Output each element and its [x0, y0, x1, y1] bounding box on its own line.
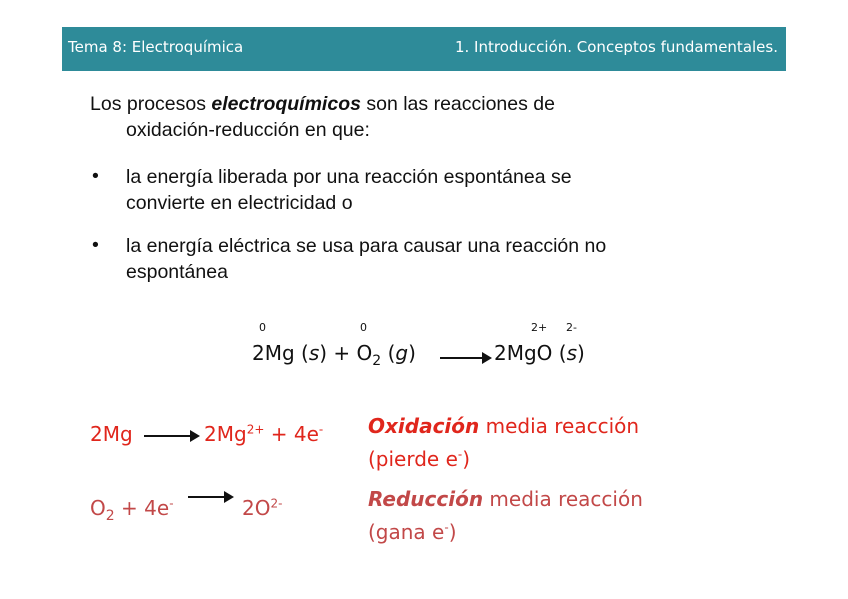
bullet-1-line2: convierte en electricidad o: [126, 192, 353, 214]
bullet-1-line1: la energía liberada por una reacción espontánea se: [126, 166, 572, 188]
reduction-reactants: $O_2 + 4e^-$: [90, 496, 174, 524]
reduction-label: Reducción media reacción: [368, 487, 643, 511]
header-section: 1. Introducción. Conceptos fundamentales.: [454, 38, 778, 56]
oxidation-products: $2Mg^{2+} + 4e^-$: [204, 422, 324, 446]
oxnum-o: 2-: [566, 321, 577, 334]
bullet-marker: •: [92, 165, 99, 187]
oxidation-label: Oxidación media reacción: [368, 414, 640, 438]
slide-header: [62, 27, 786, 71]
oxidation-reactant: 2Mg: [90, 422, 133, 446]
bullet-marker: •: [92, 234, 99, 256]
bullet-2-line2: espontánea: [126, 261, 228, 283]
oxnum-o2: 0: [360, 321, 367, 334]
oxidation-note: (pierde e-): [368, 447, 471, 471]
oxnum-mg: 0: [259, 321, 266, 334]
oxnum-mg2: 2+: [531, 321, 548, 334]
reduction-note: (gana e-): [368, 520, 457, 544]
equation-products: 2MgO (s): [494, 341, 585, 365]
bullet-2-line1: la energía eléctrica se usa para causar una reacción no: [126, 235, 607, 257]
oxidation-arrow: [144, 435, 198, 437]
header-topic: Tema 8: Electroquímica: [68, 38, 244, 56]
reaction-arrow: [440, 357, 490, 359]
equation-reactants: 2Mg $(s) + O_2$ (g): [252, 341, 416, 369]
intro-line2: oxidación-reducción en que:: [126, 119, 370, 141]
reduction-arrow: [188, 496, 232, 498]
intro-text: Los procesos electroquímicos son las reacciones de: [90, 93, 555, 115]
term-electroquimicos: electroquímicos: [211, 93, 361, 115]
reduction-product: $2O^{2-}$: [242, 496, 283, 520]
